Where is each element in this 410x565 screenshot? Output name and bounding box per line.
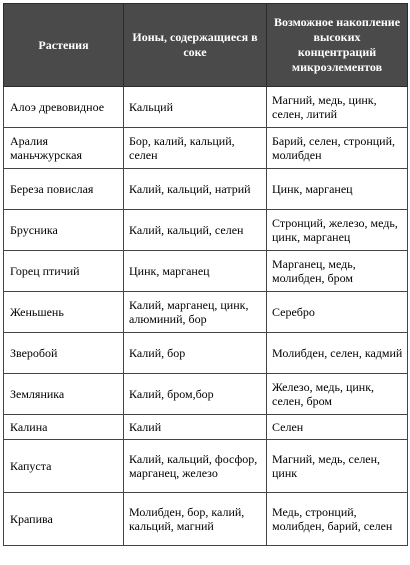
plant-cell: Женьшень (4, 292, 124, 333)
ions-cell: Калий, марганец, цинк, алюминий, бор (124, 292, 267, 333)
plant-cell: Береза повислая (4, 169, 124, 210)
ions-cell: Калий, бром,бор (124, 374, 267, 415)
accumulation-cell: Барий, селен, стронций, молибден (267, 128, 408, 169)
table-row (4, 292, 408, 333)
table-row (4, 374, 408, 415)
ions-cell: Кальций (124, 87, 267, 128)
table-row (4, 87, 408, 128)
table-container (3, 3, 407, 546)
plant-cell: Калина (4, 415, 124, 440)
ions-cell: Калий, бор (124, 333, 267, 374)
microelements-table (3, 3, 408, 546)
accumulation-cell: Магний, медь, селен, цинк (267, 440, 408, 493)
table-row (4, 210, 408, 251)
accumulation-cell: Медь, стронций, молибден, барий, селен (267, 493, 408, 546)
ions-cell: Молибден, бор, калий, кальций, магний (124, 493, 267, 546)
header-plants: Растения (4, 4, 124, 87)
plant-cell: Брусника (4, 210, 124, 251)
ions-cell: Цинк, марганец (124, 251, 267, 292)
header-accumulation: Возможное накопление высоких концентраций микроэлементов (267, 4, 408, 87)
accumulation-cell: Цинк, марганец (267, 169, 408, 210)
plant-cell: Горец птичий (4, 251, 124, 292)
ions-cell: Калий (124, 415, 267, 440)
table-row (4, 333, 408, 374)
table-row (4, 493, 408, 546)
table-row (4, 169, 408, 210)
table-row (4, 415, 408, 440)
accumulation-cell: Серебро (267, 292, 408, 333)
accumulation-cell: Стронций, железо, медь, цинк, марганец (267, 210, 408, 251)
accumulation-cell: Молибден, селен, кадмий (267, 333, 408, 374)
plant-cell: Зверобой (4, 333, 124, 374)
plant-cell: Крапива (4, 493, 124, 546)
accumulation-cell: Марганец, медь, молибден, бром (267, 251, 408, 292)
plant-cell: Земляника (4, 374, 124, 415)
ions-cell: Калий, кальций, селен (124, 210, 267, 251)
ions-cell: Калий, кальций, фосфор, марганец, железо (124, 440, 267, 493)
plant-cell: Алоэ древовидное (4, 87, 124, 128)
table-row (4, 251, 408, 292)
accumulation-cell: Селен (267, 415, 408, 440)
plant-cell: Аралия маньчжурская (4, 128, 124, 169)
plant-cell: Капуста (4, 440, 124, 493)
accumulation-cell: Железо, медь, цинк, селен, бром (267, 374, 408, 415)
table-row (4, 440, 408, 493)
header-ions: Ионы, содержащиеся в соке (124, 4, 267, 87)
ions-cell: Калий, кальций, натрий (124, 169, 267, 210)
ions-cell: Бор, калий, кальций, селен (124, 128, 267, 169)
accumulation-cell: Магний, медь, цинк, селен, литий (267, 87, 408, 128)
table-row (4, 128, 408, 169)
header-row (4, 4, 408, 87)
